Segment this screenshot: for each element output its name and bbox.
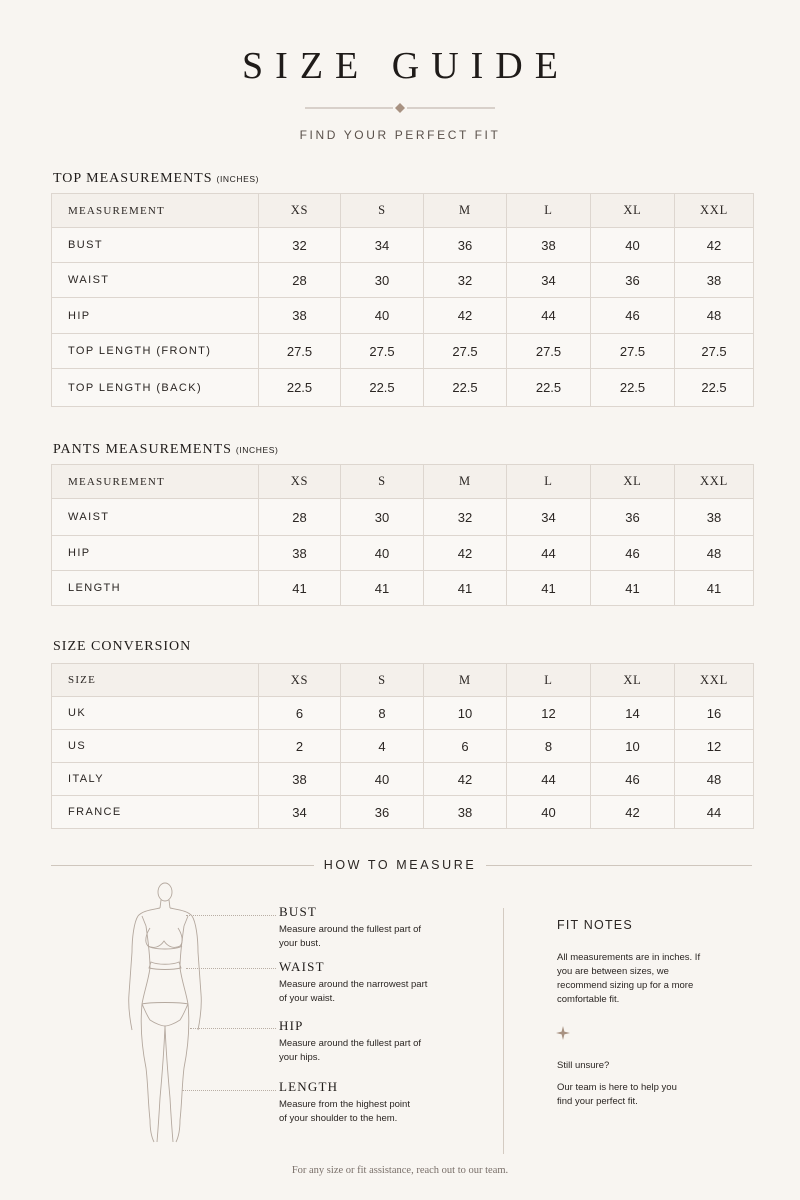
still-unsure-text: Still unsure? xyxy=(557,1060,610,1071)
diamond-divider-icon xyxy=(305,100,495,116)
table-cell: 34 xyxy=(507,499,591,536)
table-cell: 42 xyxy=(424,536,507,571)
table-cell: 27.5 xyxy=(341,334,424,369)
table-cell: 6 xyxy=(424,730,507,763)
length-heading: LENGTH xyxy=(279,1079,339,1094)
table-cell: 38 xyxy=(675,499,754,536)
table-cell: 22.5 xyxy=(507,369,591,407)
fit-notes-title: FIT NOTES xyxy=(557,918,633,932)
page-subtitle: FIND YOUR PERFECT FIT xyxy=(299,128,501,142)
table-row xyxy=(52,571,754,606)
column-header-size: XXL xyxy=(675,194,754,228)
table-cell: 27.5 xyxy=(507,334,591,369)
table-cell: 34 xyxy=(341,228,424,263)
table-cell: 42 xyxy=(424,763,507,796)
table-cell: 48 xyxy=(675,536,754,571)
table-cell: 12 xyxy=(675,730,754,763)
measure-item-bust xyxy=(279,904,479,951)
pants-measurements-heading xyxy=(53,442,278,458)
table-cell: 30 xyxy=(341,499,424,536)
table-cell: 36 xyxy=(591,263,675,298)
row-label: US xyxy=(52,730,259,763)
vertical-divider xyxy=(503,908,504,1154)
table-row xyxy=(52,536,754,571)
table-row xyxy=(52,763,754,796)
table-row xyxy=(52,730,754,763)
body-figure-icon xyxy=(110,880,220,1145)
table-row xyxy=(52,334,754,369)
hip-guide-line xyxy=(190,1028,276,1029)
table-header-row xyxy=(52,194,754,228)
row-label: UK xyxy=(52,697,259,730)
table-cell: 44 xyxy=(507,536,591,571)
table-cell: 38 xyxy=(259,298,341,334)
measure-item-length xyxy=(279,1079,479,1126)
table-cell: 46 xyxy=(591,298,675,334)
table-cell: 40 xyxy=(591,228,675,263)
table-cell: 42 xyxy=(675,228,754,263)
table-cell: 40 xyxy=(341,536,424,571)
top-unit: (INCHES) xyxy=(216,174,260,184)
fit-notes-body: All measurements are in inches. If you are between sizes, we recommend sizing up for a more comfortable fit. xyxy=(557,952,701,1005)
table-cell: 42 xyxy=(424,298,507,334)
table-cell: 4 xyxy=(341,730,424,763)
table-row xyxy=(52,298,754,334)
table-cell: 44 xyxy=(675,796,754,829)
table-cell: 38 xyxy=(675,263,754,298)
table-row xyxy=(52,796,754,829)
table-cell: 8 xyxy=(341,697,424,730)
row-label: FRANCE xyxy=(52,796,259,829)
column-header-size: L xyxy=(507,664,591,697)
waist-guide-line xyxy=(186,968,276,969)
table-cell: 28 xyxy=(259,263,341,298)
footer-note: For any size or fit assistance, reach out to our team. xyxy=(291,1165,509,1176)
column-header-size: M xyxy=(424,465,507,499)
table-cell: 41 xyxy=(591,571,675,606)
table-cell: 40 xyxy=(507,796,591,829)
column-header-size: XL xyxy=(591,664,675,697)
table-cell: 34 xyxy=(259,796,341,829)
table-cell: 2 xyxy=(259,730,341,763)
table-cell: 41 xyxy=(341,571,424,606)
table-cell: 10 xyxy=(424,697,507,730)
row-label: ITALY xyxy=(52,763,259,796)
measure-item-waist xyxy=(279,959,479,1006)
measure-item-hip xyxy=(279,1018,479,1065)
sparkle-icon xyxy=(556,1026,570,1040)
table-cell: 27.5 xyxy=(675,334,754,369)
table-cell: 44 xyxy=(507,298,591,334)
table-cell: 46 xyxy=(591,536,675,571)
column-header-label: MEASUREMENT xyxy=(52,465,259,499)
row-label: TOP LENGTH (BACK) xyxy=(52,369,259,407)
table-cell: 40 xyxy=(341,763,424,796)
column-header-size: M xyxy=(424,664,507,697)
row-label: HIP xyxy=(52,536,259,571)
table-row xyxy=(52,369,754,407)
column-header-size: XS xyxy=(259,465,341,499)
column-header-size: S xyxy=(341,194,424,228)
pants-measurements-table xyxy=(51,464,754,606)
top-heading-text: TOP MEASUREMENTS xyxy=(53,171,213,186)
table-cell: 38 xyxy=(507,228,591,263)
help-text: Our team is here to help you find your perfect fit. xyxy=(557,1082,677,1107)
table-cell: 32 xyxy=(259,228,341,263)
row-label: HIP xyxy=(52,298,259,334)
row-label: WAIST xyxy=(52,263,259,298)
column-header-size: XS xyxy=(259,194,341,228)
length-guide-line xyxy=(182,1090,276,1091)
bust-desc: Measure around the fullest part of your bust. xyxy=(279,924,422,949)
table-row xyxy=(52,697,754,730)
row-label: WAIST xyxy=(52,499,259,536)
table-row xyxy=(52,228,754,263)
row-label: BUST xyxy=(52,228,259,263)
table-cell: 40 xyxy=(341,298,424,334)
column-header-size: XS xyxy=(259,664,341,697)
table-cell: 41 xyxy=(507,571,591,606)
column-header-size: M xyxy=(424,194,507,228)
table-row xyxy=(52,499,754,536)
table-cell: 6 xyxy=(259,697,341,730)
table-cell: 36 xyxy=(591,499,675,536)
table-cell: 16 xyxy=(675,697,754,730)
table-cell: 36 xyxy=(341,796,424,829)
table-cell: 34 xyxy=(507,263,591,298)
table-cell: 41 xyxy=(259,571,341,606)
column-header-label: SIZE xyxy=(52,664,259,697)
column-header-size: L xyxy=(507,465,591,499)
hip-heading: HIP xyxy=(279,1018,304,1033)
bust-guide-line xyxy=(186,915,276,916)
table-cell: 30 xyxy=(341,263,424,298)
table-cell: 32 xyxy=(424,263,507,298)
pants-unit: (INCHES) xyxy=(235,445,279,455)
table-cell: 22.5 xyxy=(675,369,754,407)
column-header-size: S xyxy=(341,465,424,499)
table-cell: 46 xyxy=(591,763,675,796)
waist-heading: WAIST xyxy=(279,959,325,974)
table-cell: 41 xyxy=(424,571,507,606)
table-cell: 22.5 xyxy=(424,369,507,407)
table-cell: 48 xyxy=(675,298,754,334)
table-cell: 38 xyxy=(259,536,341,571)
size-conversion-heading xyxy=(53,639,191,655)
table-header-row xyxy=(52,465,754,499)
column-header-size: XL xyxy=(591,194,675,228)
column-header-size: XL xyxy=(591,465,675,499)
table-cell: 10 xyxy=(591,730,675,763)
table-cell: 38 xyxy=(259,763,341,796)
table-row xyxy=(52,263,754,298)
table-cell: 28 xyxy=(259,499,341,536)
table-cell: 41 xyxy=(675,571,754,606)
table-cell: 12 xyxy=(507,697,591,730)
hip-desc: Measure around the fullest part of your hips. xyxy=(279,1038,422,1063)
column-header-size: XXL xyxy=(675,465,754,499)
column-header-size: XXL xyxy=(675,664,754,697)
table-cell: 48 xyxy=(675,763,754,796)
table-cell: 36 xyxy=(424,228,507,263)
top-measurements-table xyxy=(51,193,754,407)
conversion-heading-text: SIZE CONVERSION xyxy=(53,639,192,654)
page-title: SIZE GUIDE xyxy=(242,45,570,87)
table-header-row xyxy=(52,664,754,697)
row-label: TOP LENGTH (FRONT) xyxy=(52,334,259,369)
table-cell: 27.5 xyxy=(591,334,675,369)
table-cell: 44 xyxy=(507,763,591,796)
table-cell: 42 xyxy=(591,796,675,829)
table-cell: 38 xyxy=(424,796,507,829)
table-cell: 8 xyxy=(507,730,591,763)
how-to-measure-title: HOW TO MEASURE xyxy=(323,858,477,872)
waist-desc: Measure around the narrowest part of your waist. xyxy=(279,979,428,1004)
table-cell: 27.5 xyxy=(424,334,507,369)
table-cell: 22.5 xyxy=(341,369,424,407)
table-cell: 14 xyxy=(591,697,675,730)
row-label: LENGTH xyxy=(52,571,259,606)
column-header-label: MEASUREMENT xyxy=(52,194,259,228)
pants-heading-text: PANTS MEASUREMENTS xyxy=(53,442,232,457)
column-header-size: L xyxy=(507,194,591,228)
table-cell: 22.5 xyxy=(259,369,341,407)
length-desc: Measure from the highest point of your shoulder to the hem. xyxy=(279,1099,410,1124)
column-header-size: S xyxy=(341,664,424,697)
bust-heading: BUST xyxy=(279,904,318,919)
size-conversion-table xyxy=(51,663,754,829)
top-measurements-heading xyxy=(53,171,259,187)
table-cell: 27.5 xyxy=(259,334,341,369)
table-cell: 22.5 xyxy=(591,369,675,407)
table-cell: 32 xyxy=(424,499,507,536)
